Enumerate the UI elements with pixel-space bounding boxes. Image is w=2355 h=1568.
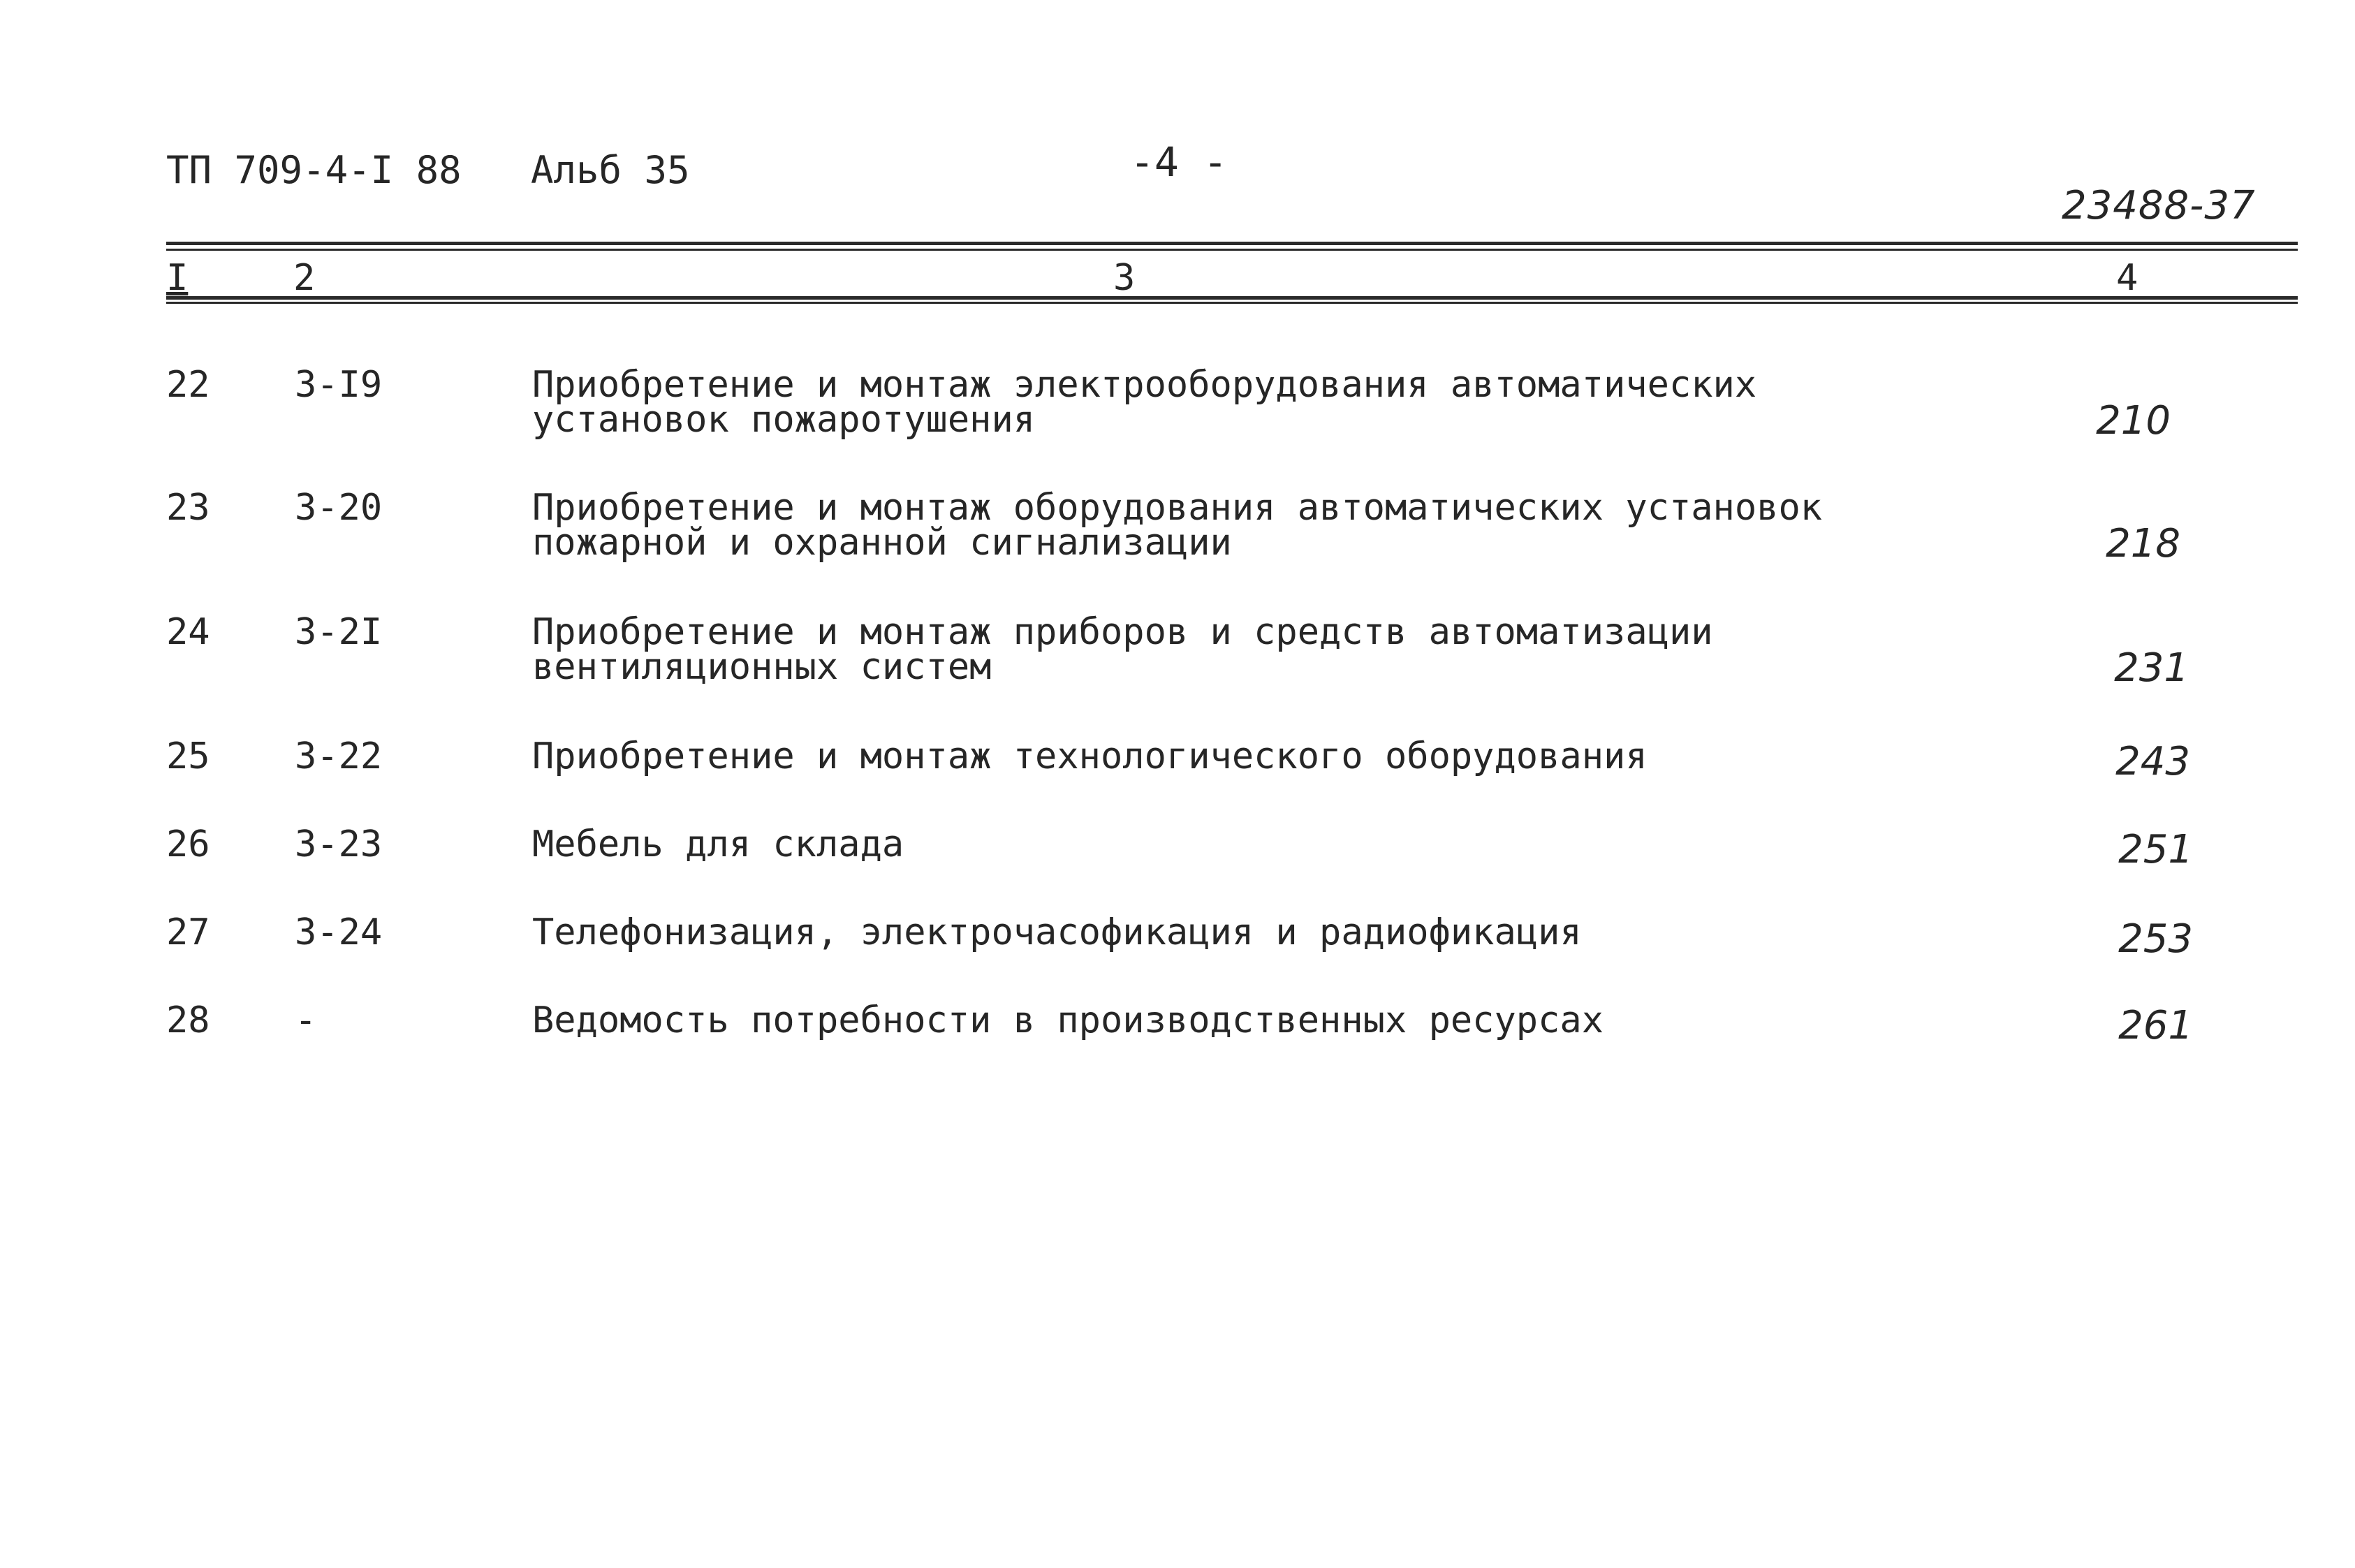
row-title-line-1: Ведомость потребности в производственных ресурсах: [532, 999, 1604, 1041]
row-title-line-1: Приобретение и монтаж технологического оборудования: [532, 735, 1648, 777]
row-page: 261: [2118, 1003, 2193, 1048]
row-page: 218: [2106, 521, 2180, 566]
row-title-line-2: вентиляционных систем: [532, 646, 992, 688]
row-code: 3-2I: [295, 611, 383, 653]
column-header-2: 2: [293, 257, 316, 299]
row-number: 24: [166, 611, 210, 653]
table-top-rule: [166, 242, 2298, 245]
row-page: 243: [2115, 739, 2190, 784]
column-header-1: I: [166, 257, 189, 299]
row-title-line-1: Приобретение и монтаж оборудования автоматических установок: [532, 487, 1823, 529]
page-number: -4 -: [1130, 138, 1228, 186]
row-code: 3-22: [295, 735, 383, 777]
row-page: 210: [2096, 398, 2171, 444]
table-top-rule-secondary: [166, 249, 2298, 251]
row-number: 23: [166, 487, 210, 529]
row-number: 25: [166, 735, 210, 777]
row-page: 253: [2118, 916, 2193, 962]
inventory-number: 23488-37: [2062, 183, 2256, 228]
row-title-line-1: Телефонизация, электрочасофикация и радиофикация: [532, 911, 1582, 953]
column-header-4: 4: [2116, 257, 2138, 299]
row-title-line-1: Мебель для склада: [532, 823, 904, 865]
row-code: 3-I9: [295, 364, 383, 406]
row-number: 22: [166, 364, 210, 406]
row-code: 3-24: [295, 911, 383, 953]
row-page: 251: [2118, 827, 2193, 872]
document-code: ТП 709-4-I 88: [166, 148, 462, 192]
header-bottom-rule: [166, 296, 2298, 300]
row-number: 26: [166, 823, 210, 865]
row-code: -: [295, 999, 317, 1041]
row-page: 231: [2114, 645, 2189, 691]
row-number: 27: [166, 911, 210, 953]
header-bottom-rule-secondary: [166, 302, 2298, 304]
row-code: 3-23: [295, 823, 383, 865]
row-title-line-1: Приобретение и монтаж приборов и средств автоматизации: [532, 611, 1713, 653]
row-code: 3-20: [295, 487, 383, 529]
album-number: Альб 35: [531, 148, 690, 192]
row-title-line-2: пожарной и охранной сигнализации: [532, 522, 1232, 564]
column-header-3: 3: [1113, 257, 1136, 299]
row-title-line-2: установок пожаротушения: [532, 399, 1036, 441]
row-title-line-1: Приобретение и монтаж электрооборудования автоматических: [532, 364, 1757, 406]
row-number: 28: [166, 999, 210, 1041]
